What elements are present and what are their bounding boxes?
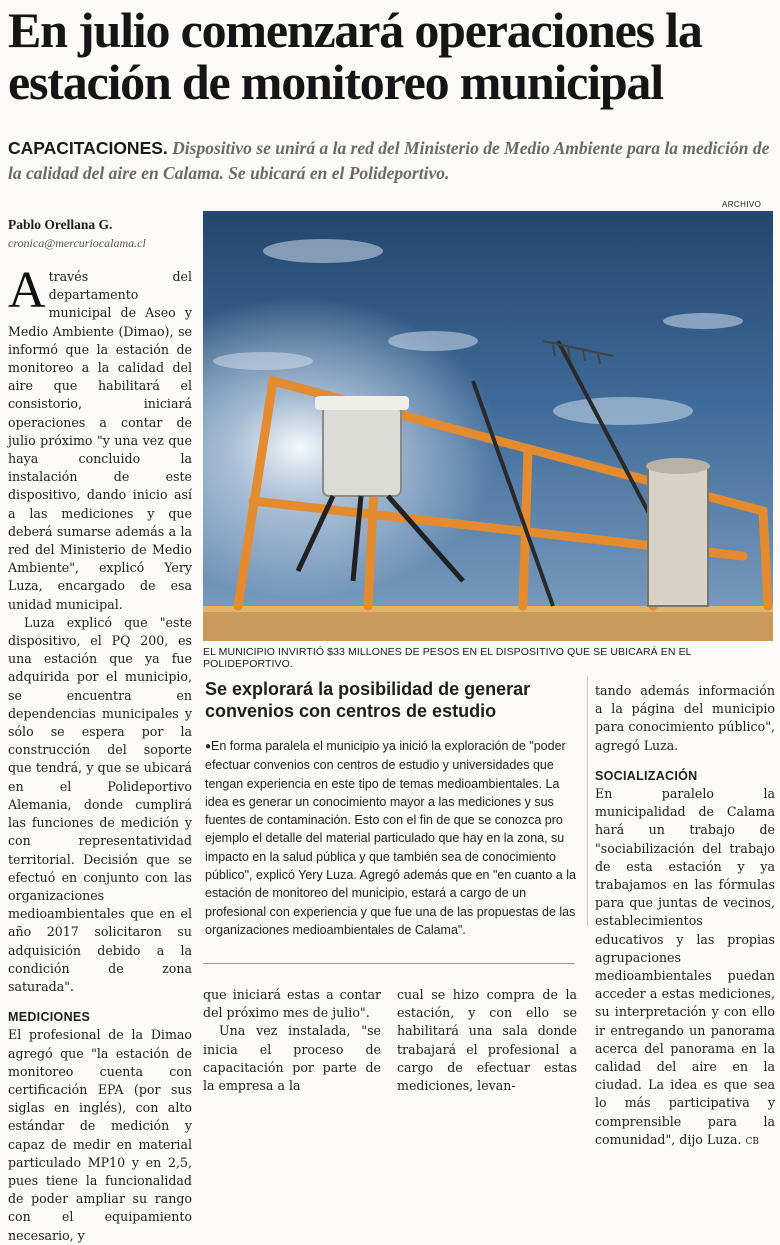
column-1 xyxy=(8,262,192,1245)
byline-email[interactable]: cronica@mercuriocalama.cl xyxy=(8,236,146,250)
column-3 xyxy=(397,986,577,1095)
bullet-icon: ● xyxy=(205,741,212,752)
photo-caption: EL MUNICIPIO INVIRTIÓ $33 MILLONES DE PESOS EN EL DISPOSITIVO QUE SE UBICARÁ EN EL POLIDEPORTIVO. xyxy=(203,646,692,670)
divider xyxy=(203,963,575,964)
col1-paragraph-2: Luza explicó que "este dispositivo, el PQ 200, es una estación que ya fue adquirida por el municipio, se encuentra en dependencias municipales y sólo se espera por la construcción del soporte que tendrá, y que se ubicará en el Polideportivo Alemania, donde cumplirá las funciones de medición y con representatividad territorial. Decisión que se efectuó en conjunto con las organizaciones medioambientales que en el año 2017 solicitaron su adquisición debido a la condición de zona saturada". xyxy=(8,614,192,994)
headline: En julio comenzará operaciones la estación de monitoreo municipal xyxy=(8,2,702,110)
photo-credit: ARCHIVO xyxy=(722,200,762,209)
byline-author: Pablo Orellana G. xyxy=(8,217,113,232)
sidebar-body xyxy=(205,737,577,939)
divider xyxy=(587,676,588,926)
end-mark: CB xyxy=(745,1136,759,1147)
subhead-socializacion: SOCIALIZACIÓN xyxy=(595,768,698,783)
column-4 xyxy=(595,682,775,1151)
photo-monitoring-station xyxy=(203,211,773,641)
col3-paragraph-1: cual se hizo compra de la estación, y con ello se habilitará una sala donde trabajará el profesional a cargo de efectuar estas mediciones, levan- xyxy=(397,987,577,1094)
sidebar-headline: Se explorará la posibilidad de generar convenios con centros de estudio xyxy=(205,679,531,721)
col2-paragraph-2: Una vez instalada, "se inicia el proceso de capacitación por parte de la empresa a la xyxy=(203,1023,381,1094)
column-2 xyxy=(203,986,381,1095)
col1-paragraph-3: El profesional de la Dimao agregó que "la estación de monitoreo cuenta con certificación EPA (por sus siglas en inglés), con alto estándar de medición y capaz de medir en material particulado MP10 y en 2,5, pues tiene la funcionalidad de poder ampliar su rango con el equipamiento necesario, y xyxy=(8,1027,192,1243)
sidebar-text: En forma paralela el municipio ya inició la exploración de "poder efectuar convenios con centros de estudio y universidades que tengan experiencia en este tipo de temas medioambientales. La idea es generar un conocimiento mayor a las mediciones y sus fuentes de contaminación. Esto con el fin de que se conozca pro ejemplo el detalle del material particulado que hay en la zona, su impacto en la salud pública y que también sea de conocimiento público", explicó Yery Luza. Agregó además que en "en cuanto a la estación de monitoreo del municipio, estará a cargo de un profesional con experiencia y que fue una de las propuestas de las organizaciones medioambientales de Calama". xyxy=(205,739,576,937)
col4-paragraph-1: tando además información a la página del municipio para conocimiento público", agregó Luza. xyxy=(595,683,775,753)
col2-paragraph-1: que iniciará estas a contar del próximo mes de julio". xyxy=(203,987,381,1021)
deck-text: Dispositivo se unirá a la red del Ministerio de Medio Ambiente para la medición de la calidad del aire en Calama. Se ubicará en el Polideportivo. xyxy=(8,138,770,183)
drop-cap: A xyxy=(8,262,46,319)
deck xyxy=(8,136,778,186)
photo-illustration xyxy=(203,211,773,641)
col1-paragraph-1: través del departamento municipal de Aseo y Medio Ambiente (Dimao), se informó que la estación de monitoreo a la calidad del aire que habilitará el consistorio, iniciará operaciones a contar de julio próximo "y una vez que haya concluido la instalación de este dispositivo, dando inicio así a las mediciones y que deberá sumarse además a la red del Ministerio de Medio Ambiente", explicó Yery Luza, encargado de esa unidad municipal. xyxy=(8,269,192,612)
deck-label: CAPACITACIONES. xyxy=(8,138,168,158)
subhead-mediciones: MEDICIONES xyxy=(8,1010,91,1025)
col4-paragraph-2: En paralelo la municipalidad de Calama hará un trabajo de "sociabilización del trabajo de esta estación y ya trabajamos en las fórmulas para que juntas de vecinos, establecimientos educativos y las propias agrupaciones medioambientales puedan acceder a estas mediciones, su interpretación y con ello ir entregando un panorama acerca del panorama en la calidad del aire en la ciudad. La idea es que sea lo más participativa y comprensible para la comunidad", dijo Luza. xyxy=(595,786,775,1147)
